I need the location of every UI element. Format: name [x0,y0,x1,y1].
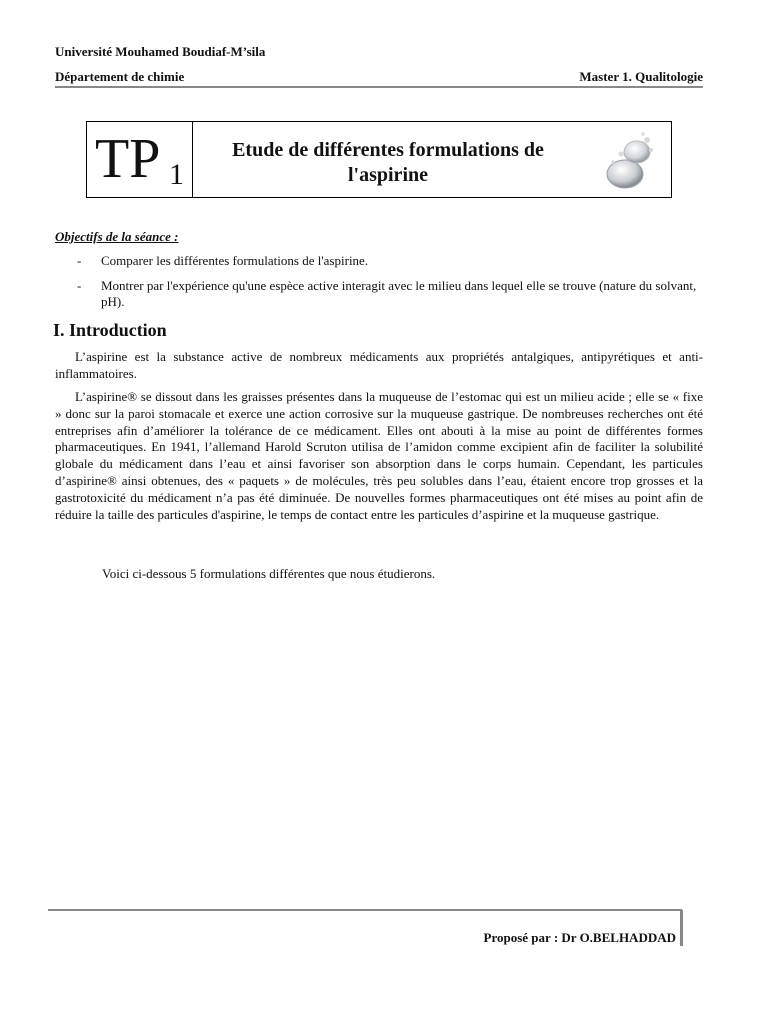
tp-label: TP [95,128,161,190]
university-name: Université Mouhamed Boudiaf-M’sila [55,44,266,59]
bullet-dash: - [77,278,82,293]
intro-paragraph-1: L’aspirine est la substance active de nombreux médicaments aux propriétés antalgiques, antipyrétiques et anti-inflammatoires. [55,349,703,381]
intro-paragraph-2: L’aspirine® se dissout dans les graisses présentes dans la muqueuse de l’estomac qui est un milieu acide ; elle se « fixe » donc sur la paroi stomacale et exerce une action corrosive sur la muqueuse gastrique. De nombreuses recherches ont été entreprises afin d’améliorer la tolérance de ce médicament. Elles ont abouti à la mise au point de différentes formes pharmaceutiques. En 1941, l’allemand Harold Scruton utilisa de l’amidon comme excipient afin de faciliter la solubilité globale du médicament dans l’eau et ainsi favoriser son absorption dans le corps humain. Cependant, les particules d’aspirine® ainsi obtenues, des « paquets » de molécules, très peu solubles dans l’eau, étaient encore trop grosses et la gastrotoxicité du médicament n’a pas été diminuée. De nouvelles formes pharmaceutiques ont été mises au point afin de réduire la taille des particules d'aspirine, le temps de contact entre les particules d’aspirine et la muqueuse gastrique. [55,389,703,522]
introduction-heading: I. Introduction [53,320,167,340]
effervescent-tablet-icon [599,130,659,192]
document-title: Etude de différentes formulations de l'aspirine [232,139,544,186]
tp-number: 1 [169,158,184,191]
course-name: Master 1. Qualitologie [579,69,703,84]
objective-item-2: Montrer par l'expérience qu'une espèce active interagit avec le milieu dans lequel elle se trouve (nature du solvant, pH). [101,278,697,309]
footer-rule [48,909,682,911]
department-name: Département de chimie [55,69,185,84]
title-box [86,121,672,198]
intro-paragraph-3: Voici ci-dessous 5 formulations différentes que nous étudierons. [102,566,436,581]
objective-item-1: Comparer les différentes formulations de l'aspirine. [101,253,369,268]
footer-vertical-bar [680,910,683,946]
objectives-heading: Objectifs de la séance : [55,229,179,244]
author-credit: Proposé par : Dr O.BELHADDAD [483,930,676,945]
header-rule [55,86,703,88]
tp-cell [87,122,193,197]
bullet-dash: - [77,253,82,268]
